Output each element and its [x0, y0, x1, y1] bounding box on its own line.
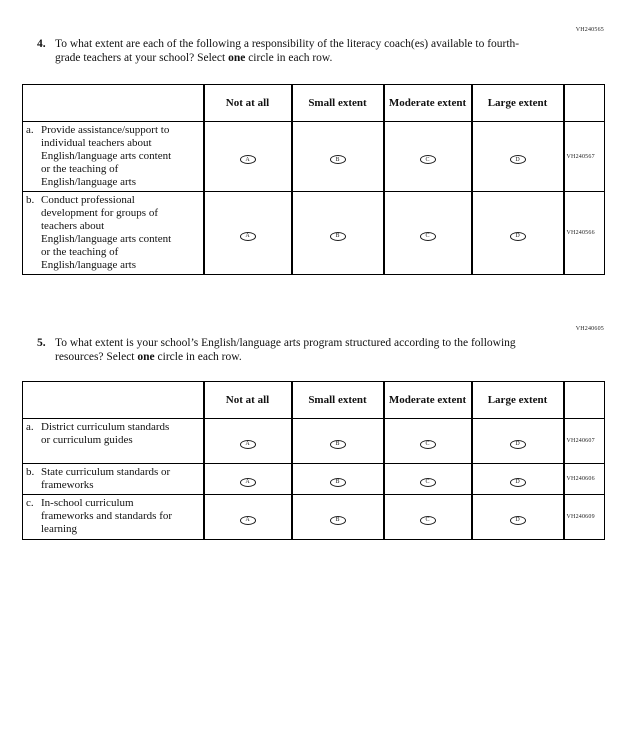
- option-cell: [292, 495, 384, 540]
- option-cell: [472, 419, 564, 464]
- question-5-text-bold: one: [137, 350, 155, 363]
- oval-letter: C: [425, 156, 430, 163]
- oval-moderate-extent[interactable]: [420, 478, 436, 487]
- option-cell: [292, 464, 384, 495]
- option-cell: [472, 464, 564, 495]
- q4-header-row: [23, 85, 605, 122]
- oval-not-at-all[interactable]: [240, 516, 256, 525]
- oval-letter: B: [335, 156, 340, 163]
- option-cell: [384, 464, 472, 495]
- question-4-code: VH240565: [575, 27, 604, 33]
- oval-letter: A: [245, 479, 250, 485]
- oval-large-extent[interactable]: [510, 232, 526, 241]
- column-header-small-extent: Small extent: [292, 382, 384, 419]
- oval-letter: A: [245, 233, 250, 239]
- oval-letter: B: [335, 479, 340, 485]
- oval-small-extent[interactable]: [330, 440, 346, 449]
- row-code: VH240606: [564, 464, 605, 495]
- oval-not-at-all[interactable]: [240, 478, 256, 487]
- q4-stub-header: [23, 85, 204, 122]
- oval-letter: B: [335, 517, 340, 523]
- row-label-cell: [23, 495, 204, 540]
- option-cell: [204, 122, 292, 192]
- question-5-number: 5.: [37, 337, 46, 349]
- question-5-code: VH240605: [575, 326, 604, 332]
- oval-moderate-extent[interactable]: [420, 232, 436, 241]
- option-cell: [472, 192, 564, 275]
- option-cell: [472, 495, 564, 540]
- option-cell: [292, 419, 384, 464]
- oval-small-extent[interactable]: [330, 516, 346, 525]
- option-cell: [292, 192, 384, 275]
- question-4-text-before: To what extent are each of the following a responsibility of the literacy coach(es) available to fourth-grade teachers at your school? Select: [55, 38, 520, 64]
- column-header-moderate-extent: Moderate extent: [384, 382, 472, 419]
- option-cell: [204, 419, 292, 464]
- oval-letter: D: [515, 233, 520, 239]
- column-header-not-at-all: Not at all: [204, 85, 292, 122]
- column-header-large-extent: Large extent: [472, 382, 564, 419]
- column-header-not-at-all: Not at all: [204, 382, 292, 419]
- question-4-text-after: circle in each row.: [245, 51, 333, 64]
- row-text: District curriculum standards or curriculum guides: [41, 421, 170, 446]
- oval-letter: D: [515, 441, 520, 447]
- oval-not-at-all[interactable]: [240, 232, 256, 241]
- oval-small-extent[interactable]: [330, 155, 346, 164]
- question-4-response-table: [22, 84, 605, 275]
- oval-large-extent[interactable]: [510, 478, 526, 487]
- oval-letter: A: [245, 441, 250, 447]
- question-5-response-table: [22, 381, 605, 540]
- oval-letter: D: [515, 517, 520, 523]
- oval-letter: B: [335, 441, 340, 447]
- question-4-prompt: [37, 38, 632, 65]
- column-header-small-extent: Small extent: [292, 85, 384, 122]
- row-label-cell: [23, 192, 204, 275]
- question-5-text-before: To what extent is your school’s English/language arts program structured according to the following resources? Select: [55, 337, 516, 363]
- oval-large-extent[interactable]: [510, 155, 526, 164]
- oval-letter: D: [515, 479, 520, 485]
- row-code: VH240609: [564, 495, 605, 540]
- option-cell: [384, 419, 472, 464]
- row-code: VH240566: [564, 192, 605, 275]
- row-label-cell: [23, 464, 204, 495]
- option-cell: [204, 495, 292, 540]
- oval-large-extent[interactable]: [510, 516, 526, 525]
- oval-moderate-extent[interactable]: [420, 516, 436, 525]
- oval-letter: D: [515, 156, 520, 163]
- option-cell: [384, 122, 472, 192]
- option-cell: [472, 122, 564, 192]
- oval-letter: A: [245, 517, 250, 523]
- row-letter: b.: [26, 194, 35, 206]
- table-row: [23, 419, 605, 464]
- table-row: [23, 495, 605, 540]
- row-code: VH240607: [564, 419, 605, 464]
- option-cell: [384, 495, 472, 540]
- row-text: Conduct professional development for groups of teachers about English/language arts content or the teaching of English/language arts: [41, 194, 172, 271]
- option-cell: [384, 192, 472, 275]
- option-cell: [204, 464, 292, 495]
- row-label-cell: [23, 419, 204, 464]
- oval-letter: C: [425, 517, 430, 523]
- q5-header-row: [23, 382, 605, 419]
- row-letter: c.: [26, 497, 34, 509]
- q5-code-column-header: [564, 382, 605, 419]
- question-4-number: 4.: [37, 38, 46, 50]
- q5-stub-header: [23, 382, 204, 419]
- oval-not-at-all[interactable]: [240, 155, 256, 164]
- oval-moderate-extent[interactable]: [420, 440, 436, 449]
- column-header-large-extent: Large extent: [472, 85, 564, 122]
- row-label-cell: [23, 122, 204, 192]
- oval-letter: C: [425, 479, 430, 485]
- question-5-prompt: [37, 337, 632, 364]
- row-letter: a.: [26, 421, 34, 433]
- oval-not-at-all[interactable]: [240, 440, 256, 449]
- question-4-text-bold: one: [228, 51, 246, 64]
- table-row: [23, 122, 605, 192]
- oval-small-extent[interactable]: [330, 478, 346, 487]
- question-5-text-after: circle in each row.: [154, 350, 242, 363]
- option-cell: [204, 192, 292, 275]
- question-5-text: [55, 337, 537, 364]
- table-row: [23, 464, 605, 495]
- row-letter: b.: [26, 466, 35, 478]
- row-text: Provide assistance/support to individual teachers about English/language arts content or the teaching of English/language arts: [41, 124, 172, 188]
- oval-letter: A: [245, 156, 250, 163]
- row-code: VH240567: [564, 122, 605, 192]
- question-4-text: [55, 38, 537, 65]
- oval-letter: C: [425, 233, 430, 239]
- oval-moderate-extent[interactable]: [420, 155, 436, 164]
- q4-code-column-header: [564, 85, 605, 122]
- option-cell: [292, 122, 384, 192]
- table-row: [23, 192, 605, 275]
- row-text: State curriculum standards or frameworks: [41, 466, 171, 491]
- column-header-moderate-extent: Moderate extent: [384, 85, 472, 122]
- oval-large-extent[interactable]: [510, 440, 526, 449]
- oval-small-extent[interactable]: [330, 232, 346, 241]
- row-text: In-school curriculum frameworks and standards for learning: [41, 497, 173, 535]
- oval-letter: B: [335, 233, 340, 239]
- oval-letter: C: [425, 441, 430, 447]
- row-letter: a.: [26, 124, 34, 136]
